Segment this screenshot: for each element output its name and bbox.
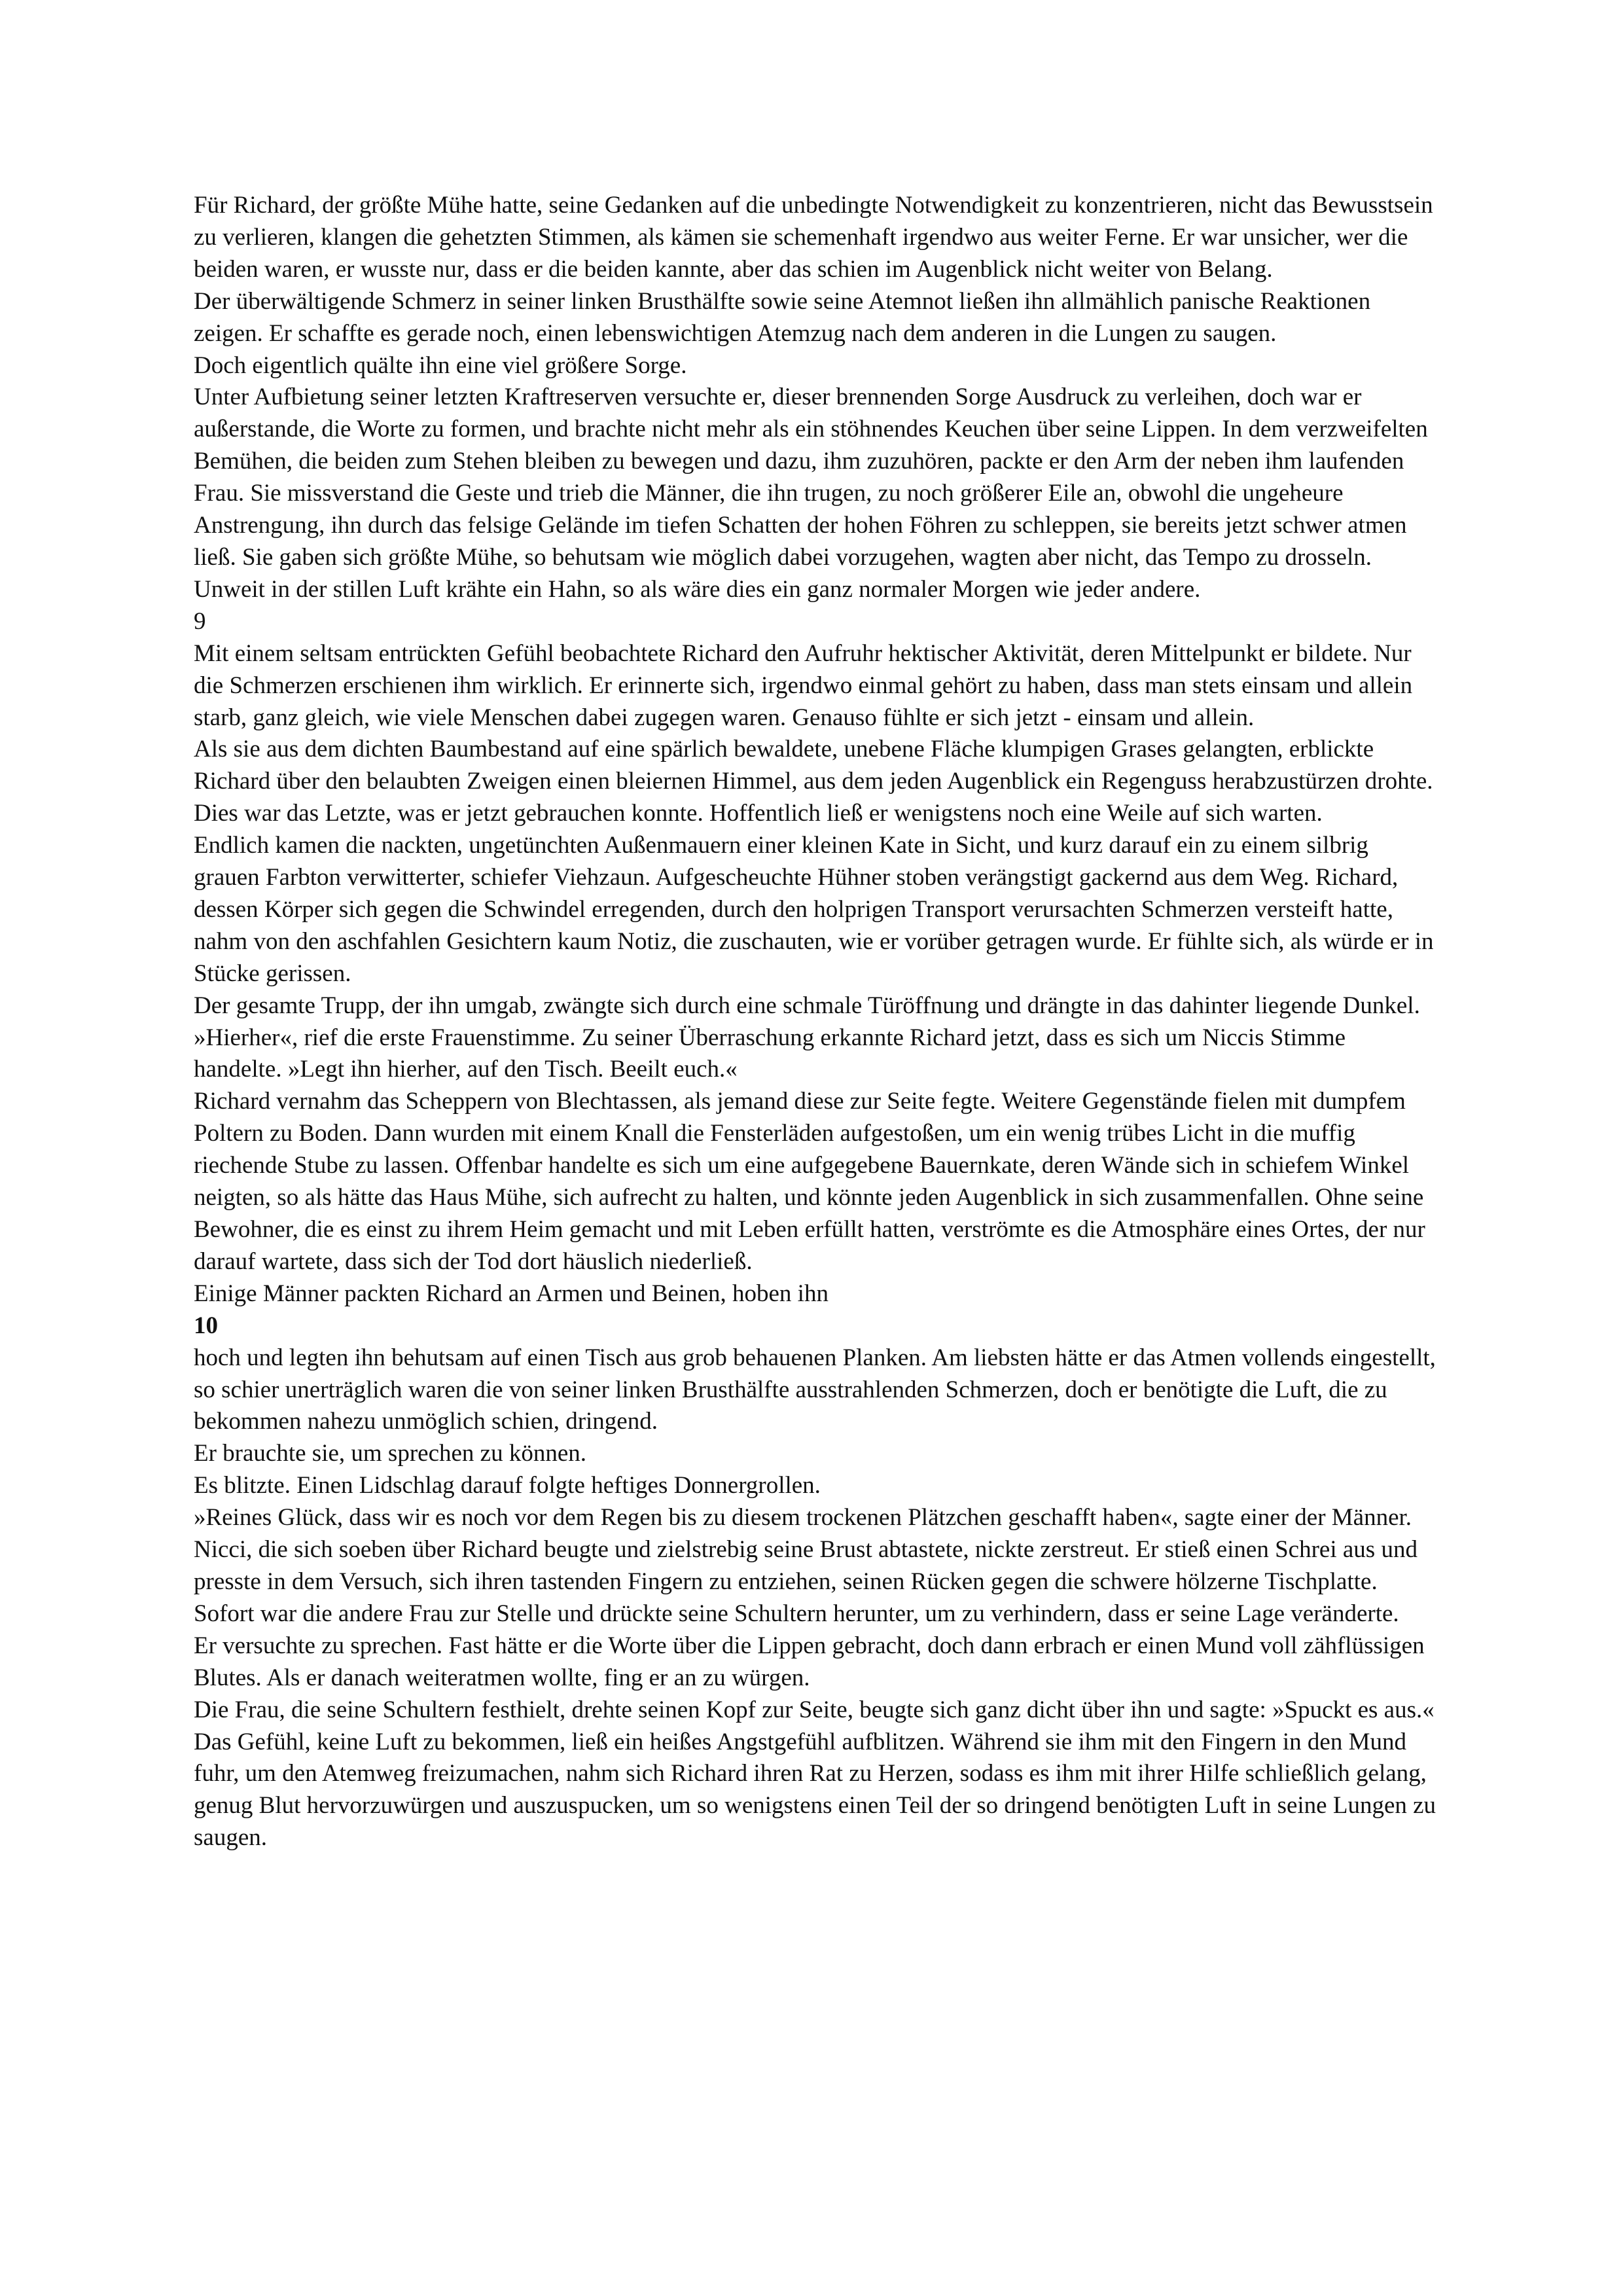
paragraph: Nicci, die sich soeben über Richard beugte und zielstrebig seine Brust abtastete, nickte zerstreut. Er stieß einen Schrei aus und presste in dem Versuch, sich ihren tastenden Fingern zu entziehen, seinen Rücken gegen die schwere hölzerne Tischplatte. Sofort war die andere Frau zur Stelle und drückte seine Schultern herunter, um zu verhindern, dass er seine Lage veränderte.	[194, 1536, 1418, 1627]
paragraph: »Hierher«, rief die erste Frauenstimme. Zu seiner Überraschung erkannte Richard jetzt, dass es sich um Niccis Stimme handelte. »Legt ihn hierher, auf den Tisch. Beeilt euch.«	[194, 1024, 1346, 1083]
body-text	[194, 190, 1437, 1854]
paragraph: Endlich kamen die nackten, ungetünchten Außenmauern einer kleinen Kate in Sicht, und kurz darauf ein zu einem silbrig grauen Farbton verwitterter, schiefer Viehzaun. Aufgescheuchte Hühner stoben verängstigt gackernd aus dem Weg. Richard, dessen Körper sich gegen die Schwindel erregenden, durch den holprigen Transport verursachten Schmerzen versteift hatte, nahm von den aschfahlen Gesichtern kaum Notiz, die zuschauten, wie er vorüber getragen wurde. Er fühlte sich, als würde er in Stücke gerissen.	[194, 832, 1434, 987]
paragraph: Einige Männer packten Richard an Armen und Beinen, hoben ihn	[194, 1280, 829, 1307]
page-number: 10	[194, 1312, 218, 1339]
paragraph: hoch und legten ihn behutsam auf einen Tisch aus grob behauenen Planken. Am liebsten hätte er das Atmen vollends eingestellt, so schier unerträglich waren die von seiner linken Brusthälfte ausstrahlenden Schmerzen, doch er benötigte die Luft, die zu bekommen nahezu unmöglich schien, dringend.	[194, 1344, 1436, 1435]
paragraph: Als sie aus dem dichten Baumbestand auf eine spärlich bewaldete, unebene Fläche klumpigen Grases gelangten, erblickte Richard über den belaubten Zweigen einen bleiernen Himmel, aus dem jeden Augenblick ein Regenguss herabzustürzen drohte. Dies war das Letzte, was er jetzt gebrauchen konnte. Hoffentlich ließ er wenigstens noch eine Weile auf sich warten.	[194, 736, 1433, 827]
paragraph: Es blitzte. Einen Lidschlag darauf folgte heftiges Donnergrollen.	[194, 1472, 821, 1499]
paragraph: »Reines Glück, dass wir es noch vor dem Regen bis zu diesem trockenen Plätzchen geschafft haben«, sagte einer der Männer.	[194, 1504, 1412, 1532]
paragraph: Unweit in der stillen Luft krähte ein Hahn, so als wäre dies ein ganz normaler Morgen wie jeder andere.	[194, 575, 1201, 603]
paragraph: Er brauchte sie, um sprechen zu können.	[194, 1440, 587, 1467]
paragraph: Für Richard, der größte Mühe hatte, seine Gedanken auf die unbedingte Notwendigkeit zu konzentrieren, nicht das Bewusstsein zu verlieren, klangen die gehetzten Stimmen, als kämen sie schemenhaft irgendwo aus weiter Ferne. Er war unsicher, wer die beiden waren, er wusste nur, dass er die beiden kannte, aber das schien im Augenblick nicht weiter von Belang.	[194, 192, 1433, 283]
paragraph: Doch eigentlich quälte ihn eine viel größere Sorge.	[194, 351, 687, 379]
paragraph: Die Frau, die seine Schultern festhielt, drehte seinen Kopf zur Seite, beugte sich ganz dicht über ihn und sagte: »Spuckt es aus.«	[194, 1696, 1435, 1723]
paragraph: Richard vernahm das Scheppern von Blechtassen, als jemand diese zur Seite fegte. Weitere Gegenstände fielen mit dumpfem Poltern zu Boden. Dann wurden mit einem Knall die Fensterläden aufgestoßen, um ein wenig trübes Licht in die muffig riechende Stube zu lassen. Offenbar handelte es sich um eine aufgegebene Bauernkate, deren Wände sich in schiefem Winkel neigten, so als hätte das Haus Mühe, sich aufrecht zu halten, und könnte jeden Augenblick in sich zusammenfallen. Ohne seine Bewohner, die es einst zu ihrem Heim gemacht und mit Leben erfüllt hatten, verströmte es die Atmosphäre eines Ortes, der nur darauf wartete, dass sich der Tod dort häuslich niederließ.	[194, 1088, 1425, 1275]
paragraph: Das Gefühl, keine Luft zu bekommen, ließ ein heißes Angstgefühl aufblitzen. Während sie ihm mit den Fingern in den Mund fuhr, um den Atemweg freizumachen, nahm sich Richard ihren Rat zu Herzen, sodass es ihm mit ihrer Hilfe schließlich gelang, genug Blut hervorzuwürgen und auszuspucken, um so wenigstens einen Teil der so dringend benötigten Luft in seine Lungen zu saugen.	[194, 1728, 1436, 1852]
paragraph: Mit einem seltsam entrückten Gefühl beobachtete Richard den Aufruhr hektischer Aktivität, deren Mittelpunkt er bildete. Nur die Schmerzen erschienen ihm wirklich. Er erinnerte sich, irgendwo einmal gehört zu haben, dass man stets einsam und allein starb, ganz gleich, wie viele Menschen dabei zugegen waren. Genauso fühlte er sich jetzt - einsam und allein.	[194, 639, 1413, 731]
paragraph: Der gesamte Trupp, der ihn umgab, zwängte sich durch eine schmale Türöffnung und drängte in das dahinter liegende Dunkel.	[194, 992, 1420, 1019]
paragraph: Er versuchte zu sprechen. Fast hätte er die Worte über die Lippen gebracht, doch dann erbrach er einen Mund voll zähflüssigen Blutes. Als er danach weiteratmen wollte, fing er an zu würgen.	[194, 1632, 1425, 1691]
page-number: 9	[194, 607, 206, 635]
paragraph: Der überwältigende Schmerz in seiner linken Brusthälfte sowie seine Atemnot ließen ihn allmählich panische Reaktionen zeigen. Er schaffte es gerade noch, einen lebenswichtigen Atemzug nach dem anderen in die Lungen zu saugen.	[194, 287, 1371, 347]
paragraph: Unter Aufbietung seiner letzten Kraftreserven versuchte er, dieser brennenden Sorge Ausdruck zu verleihen, doch war er außerstande, die Worte zu formen, und brachte nicht mehr als ein stöhnendes Keuchen über seine Lippen. In dem verzweifelten Bemühen, die beiden zum Stehen bleiben zu bewegen und dazu, ihm zuzuhören, packte er den Arm der neben ihm laufenden Frau. Sie missverstand die Geste und trieb die Männer, die ihn trugen, zu noch größerer Eile an, obwohl die ungeheure Anstrengung, ihn durch das felsige Gelände im tiefen Schatten der hohen Föhren zu schleppen, sie bereits jetzt schwer atmen ließ. Sie gaben sich größte Mühe, so behutsam wie möglich dabei vorzugehen, wagten aber nicht, das Tempo zu drosseln.	[194, 384, 1428, 571]
